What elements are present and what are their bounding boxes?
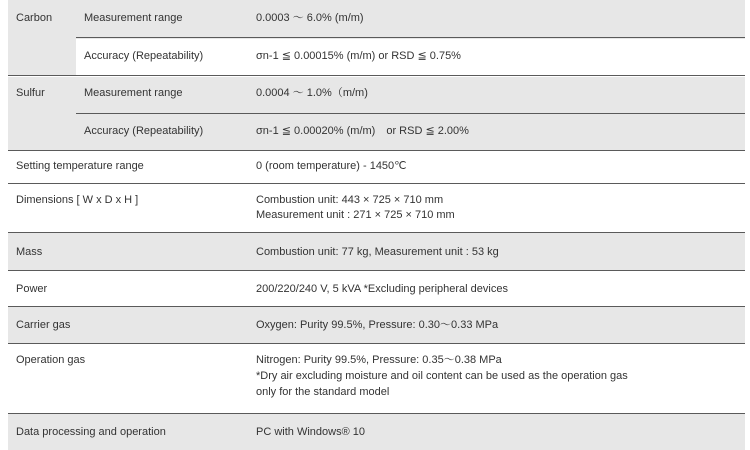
sulfur-accuracy-value: σn-1 ≦ 0.00020% (m/m) or RSD ≦ 2.00% xyxy=(256,125,469,137)
carbon-range-subrow xyxy=(76,0,745,38)
operation-gas-label: Operation gas xyxy=(16,354,86,366)
dimensions-row xyxy=(8,184,745,233)
operation-gas-nitrogen: Nitrogen: Purity 99.5%, Pressure: 0.35～0.38 MPa xyxy=(256,354,502,366)
mass-value: Combustion unit: 77 kg, Measurement unit : 53 kg xyxy=(256,246,499,258)
temperature-row xyxy=(8,151,745,184)
carrier-gas-label: Carrier gas xyxy=(16,319,71,331)
dimensions-label: Dimensions [ W x D x H ] xyxy=(16,194,139,206)
operation-gas-note-continued: only for the standard model xyxy=(256,386,390,398)
sulfur-range-label: Measurement range xyxy=(84,87,183,99)
sulfur-accuracy-label: Accuracy (Repeatability) xyxy=(84,125,204,137)
carrier-gas-value: Oxygen: Purity 99.5%, Pressure: 0.30～0.33 MPa xyxy=(256,319,499,331)
data-processing-label: Data processing and operation xyxy=(16,426,166,438)
operation-gas-row xyxy=(8,344,745,414)
carbon-range-label: Measurement range xyxy=(84,12,183,24)
mass-row xyxy=(8,233,745,271)
temperature-label: Setting temperature range xyxy=(16,160,144,172)
carbon-label: Carbon xyxy=(16,12,53,24)
carbon-accuracy-subrow xyxy=(76,39,745,75)
carbon-accuracy-value: σn-1 ≦ 0.00015% (m/m) or RSD ≦ 0.75% xyxy=(256,50,461,62)
power-row xyxy=(8,271,745,307)
carbon-row xyxy=(8,0,745,76)
data-processing-row xyxy=(8,414,745,450)
sulfur-range-value: 0.0004 ～ 1.0%（m/m) xyxy=(256,87,368,99)
power-label: Power xyxy=(16,283,48,295)
carbon-accuracy-label: Accuracy (Repeatability) xyxy=(84,50,204,62)
sulfur-accuracy-subrow xyxy=(76,115,745,150)
temperature-value: 0 (room temperature) - 1450℃ xyxy=(256,160,407,172)
power-value: 200/220/240 V, 5 kVA *Excluding peripheral devices xyxy=(256,283,508,295)
sulfur-range-subrow xyxy=(76,77,745,114)
carrier-gas-row xyxy=(8,307,745,344)
dimensions-combustion-unit: Combustion unit: 443 × 725 × 710 mm xyxy=(256,194,444,206)
carbon-range-value: 0.0003 ～ 6.0% (m/m) xyxy=(256,12,364,24)
operation-gas-note: *Dry air excluding moisture and oil content can be used as the operation gas xyxy=(256,370,628,382)
sulfur-row xyxy=(8,77,745,151)
data-processing-value: PC with Windows® 10 xyxy=(256,426,365,438)
sulfur-label: Sulfur xyxy=(16,87,45,99)
mass-label: Mass xyxy=(16,246,43,258)
dimensions-measurement-unit: Measurement unit : 271 × 725 × 710 mm xyxy=(256,209,455,221)
